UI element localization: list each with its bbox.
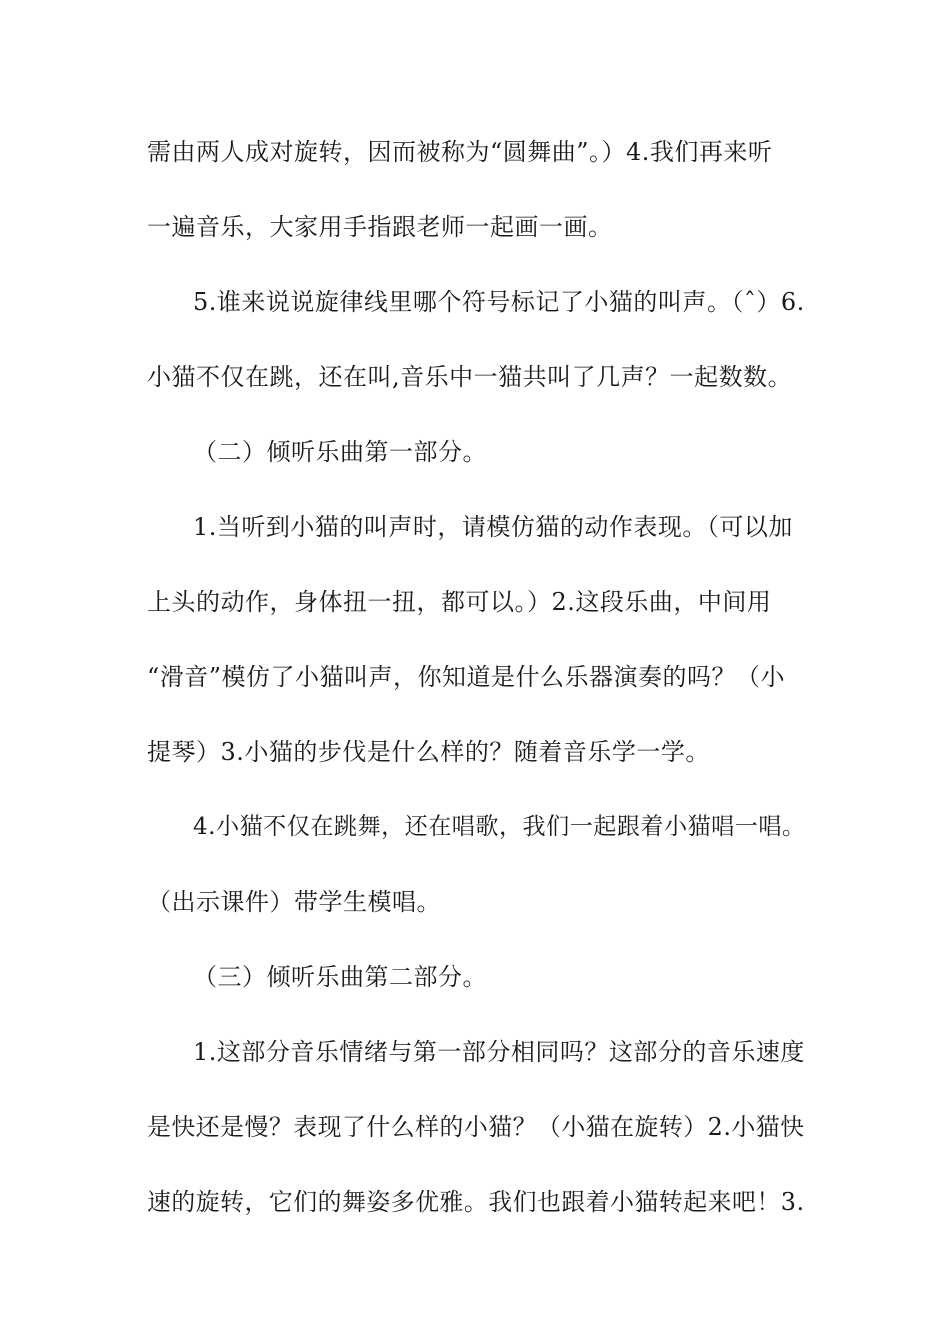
text-line-4: 小猫不仅在跳，还在叫,音乐中一猫共叫了几声？一起数数。 xyxy=(147,363,793,391)
text-line-8: “滑音”模仿了小猫叫声，你知道是什么乐器演奏的吗？（小 xyxy=(147,663,786,691)
text-line-6: 1.当听到小猫的叫声时，请模仿猫的动作表现。（可以加 xyxy=(193,513,793,541)
text-line-11: （出示课件）带学生模唱。 xyxy=(147,888,441,916)
text-line-7: 上头的动作，身体扭一扭，都可以。）2.这段乐曲，中间用 xyxy=(147,588,772,616)
section-heading-3: （三）倾听乐曲第二部分。 xyxy=(193,963,487,991)
text-line-15: 速的旋转，它们的舞姿多优雅。我们也跟着小猫转起来吧！3. xyxy=(147,1188,805,1216)
text-line-10: 4.小猫不仅在跳舞，还在唱歌，我们一起跟着小猫唱一唱。 xyxy=(193,814,806,840)
text-line-3: 5.谁来说说旋律线里哪个符号标记了小猫的叫声。（ˆ）6. xyxy=(193,288,805,316)
text-line-14: 是快还是慢？表现了什么样的小猫？（小猫在旋转）2.小猫快 xyxy=(147,1113,805,1141)
text-line-2: 一遍音乐，大家用手指跟老师一起画一画。 xyxy=(147,213,613,241)
text-line-9: 提琴）3.小猫的步伐是什么样的？随着音乐学一学。 xyxy=(147,738,710,766)
text-line-13: 1.这部分音乐情绪与第一部分相同吗？这部分的音乐速度 xyxy=(193,1038,805,1066)
text-line-1: 需由两人成对旋转，因而被称为“圆舞曲”。）4.我们再来听 xyxy=(147,138,773,166)
section-heading-2: （二）倾听乐曲第一部分。 xyxy=(193,438,487,466)
